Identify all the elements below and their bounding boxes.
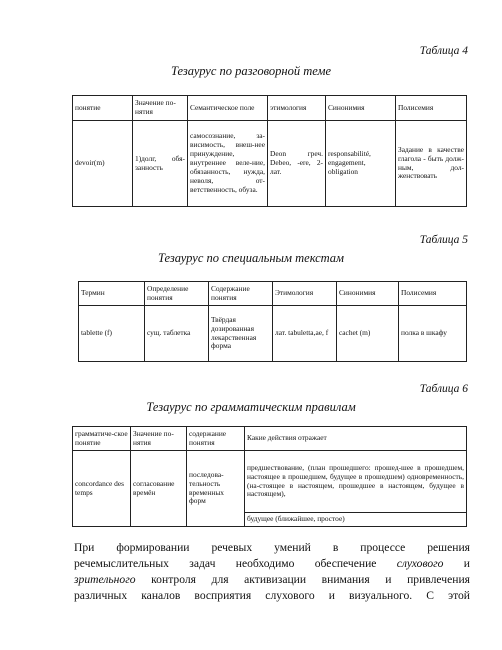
table5-header-cell: Термин: [79, 282, 145, 306]
paragraph-line: [74, 556, 470, 572]
table4-cell: responsabilité, engagement, obligation: [326, 121, 396, 207]
paragraph-line: [74, 572, 470, 588]
table6-header-cell: содержание понятия: [187, 427, 245, 451]
paragraph-italic: зрительного: [74, 573, 136, 586]
table6-row: [73, 451, 467, 513]
table5-cell: Твёрдая дозированная лекарственная форма: [209, 306, 273, 362]
paragraph-text: речемыслительных задач необходимо обеспечение: [74, 557, 397, 570]
table6-title: Тезаурус по грамматическим правилам: [146, 400, 356, 414]
paragraph-italic: слухового: [396, 557, 444, 570]
table5-header-row: [79, 282, 467, 306]
paragraph-line: различных каналов восприятия слухового и визуального. С этой: [74, 589, 470, 602]
table4-row: [73, 121, 467, 207]
table5-cell: сущ. таблетка: [145, 306, 209, 362]
table4-header-cell: этимология: [268, 96, 326, 121]
paragraph-text: контроля для активизации внимания и привлечения: [135, 573, 470, 586]
table4-cell: Deon греч. Debeo, -ere, 2-лат.: [268, 121, 326, 207]
paragraph-line: При формировании речевых умений в процессе решения: [74, 541, 470, 554]
table4: [72, 95, 467, 207]
table6-cell: последова-тельность временных форм: [187, 451, 245, 527]
table5-header-cell: Этимология: [273, 282, 337, 306]
table5-cell: cachet (m): [337, 306, 399, 362]
table4-header-cell: понятие: [73, 96, 133, 121]
table5-label: Таблица 5: [419, 234, 468, 246]
table4-cell: Задание в качестве глагола - быть долж-ным, дол-женствовать: [396, 121, 467, 207]
table6-header-row: [73, 427, 467, 451]
table5-cell: полка в шкафу: [399, 306, 467, 362]
table6-cell: concordance des temps: [73, 451, 131, 527]
table4-header-row: [73, 96, 467, 121]
table5-title: Тезаурус по специальным текстам: [157, 251, 345, 265]
table5-header-cell: Полисемия: [399, 282, 467, 306]
table4-header-cell: Синонимия: [326, 96, 396, 121]
table6-header-cell: Значение по-нятия: [131, 427, 187, 451]
table6: [72, 426, 467, 527]
body-paragraph: [74, 540, 470, 604]
table5: [78, 281, 467, 362]
table5-header-cell: Содержание понятия: [209, 282, 273, 306]
table4-cell: 1)долг, обя-занность: [133, 121, 188, 207]
table6-label: Таблица 6: [419, 383, 468, 395]
table5-cell: tablette (f): [79, 306, 145, 362]
table4-header-cell: Полисемия: [396, 96, 467, 121]
table4-header-cell: Семантическое поле: [188, 96, 268, 121]
table5-row: [79, 306, 467, 362]
table6-header-cell: грамматиче-ское понятие: [73, 427, 131, 451]
table6-header-cell: Какие действия отражает: [245, 427, 467, 451]
table4-title: Тезаурус по разговорной теме: [170, 64, 332, 78]
table5-header-cell: Синонимия: [337, 282, 399, 306]
table6-cell: будущее (ближайшее, простое): [245, 513, 467, 527]
paragraph-text: и: [443, 557, 470, 570]
table6-cell: согласование времён: [131, 451, 187, 527]
table4-cell: devoir(m): [73, 121, 133, 207]
table5-cell: лат. tabuletta,ae, f: [273, 306, 337, 362]
table5-header-cell: Определение понятия: [145, 282, 209, 306]
table4-cell: самосознание, за-висимость, внеш-нее принуждение, внутреннее веле-ние, обязанность, нужда, неволя, от-ветственность, обуза.: [188, 121, 268, 207]
table6-cell: предшествование, (план прошедшего: прошед-шее в прошедшем, настоящее в прошедшем, будущее в прошедшем) одновременность, (на-стоящее в настоящем, прошедшее в настоящем, будущее в настоящем),: [245, 451, 467, 513]
table4-label: Таблица 4: [419, 45, 468, 57]
table4-header-cell: Значение по-нятия: [133, 96, 188, 121]
